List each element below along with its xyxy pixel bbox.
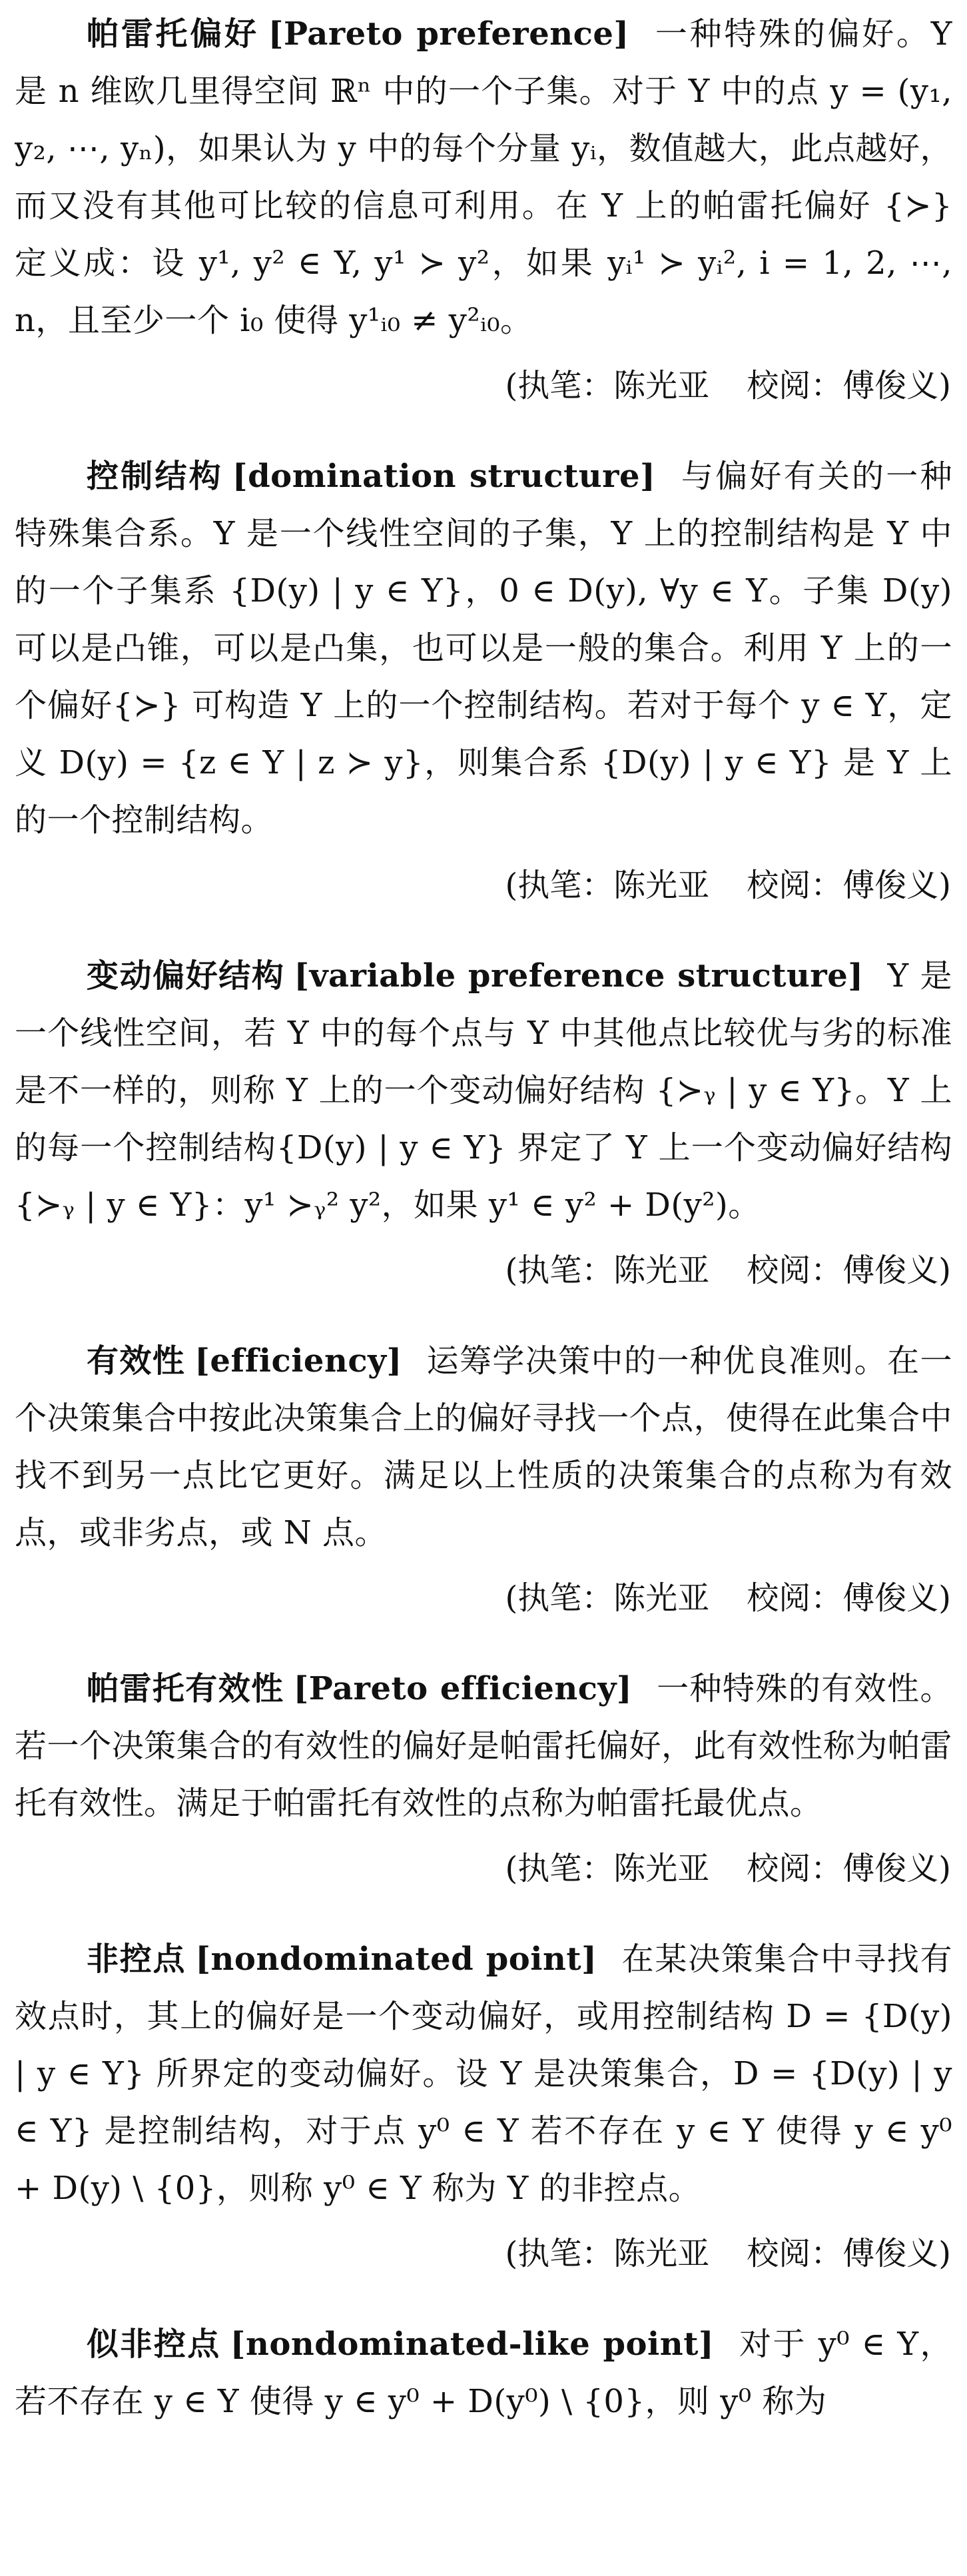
entry-body: Y 是一个线性空间，若 Y 中的每个点与 Y 中其他点比较优与劣的标准是不一样的，则称 Y 上的一个变动偏好结构 {≻ᵧ | y ∈ Y}。Y 上的每一个控制结构{D(y) | y ∈ Y} 界定了 Y 上一个变动偏好结构 {≻ᵧ | y ∈ Y}：y¹ ≻ᵧ² y²，如果 y¹ ∈ y² + D(y²)。 (15, 957, 953, 1224)
entry-credit: (执笔：陈光亚 校阅：傅俊义) (505, 2235, 951, 2272)
entry-credit: (执笔：陈光亚 校阅：傅俊义) (505, 1579, 951, 1617)
entry-term: 非控点 (87, 1940, 186, 1978)
entry-paragraph (15, 947, 952, 1234)
entry-efficiency (15, 1332, 952, 1625)
entry-credit: (执笔：陈光亚 校阅：傅俊义) (505, 367, 951, 404)
credit-writer: 执笔：陈光亚 (517, 867, 710, 904)
entry-english-term: [domination structure] (232, 458, 656, 495)
entry-term: 帕雷托偏好 (87, 15, 259, 53)
credit-writer: 执笔：陈光亚 (517, 1252, 710, 1289)
entry-english-term: [nondominated-like point] (230, 2326, 715, 2363)
entry-body: 对于 y⁰ ∈ Y，若不存在 y ∈ Y 使得 y ∈ y⁰ + D(y⁰) \ {0}，则 y⁰ 称为 (15, 2326, 952, 2420)
entry-paragraph (15, 448, 952, 849)
entry-credit: (执笔：陈光亚 校阅：傅俊义) (505, 1850, 951, 1887)
entry-nondominated-like-point (15, 2316, 952, 2430)
credit-reviewer: 校阅：傅俊义 (747, 1252, 939, 1289)
credit-reviewer: 校阅：傅俊义 (747, 2235, 939, 2272)
credit-writer: 执笔：陈光亚 (517, 2235, 710, 2272)
entry-english-term: [variable preference structure] (294, 957, 864, 995)
entry-english-term: [Pareto efficiency] (293, 1670, 633, 1707)
entry-variable-preference-structure (15, 947, 952, 1298)
credit-writer: 执笔：陈光亚 (517, 1850, 710, 1887)
entry-pareto-efficiency (15, 1660, 952, 1896)
entry-credit: (执笔：陈光亚 校阅：傅俊义) (505, 867, 951, 904)
entry-paragraph (15, 1332, 952, 1561)
entry-english-term: [nondominated point] (195, 1940, 597, 1978)
entry-body: 与偏好有关的一种特殊集合系。Y 是一个线性空间的子集，Y 上的控制结构是 Y 中的一个子集系 {D(y) | y ∈ Y}，0 ∈ D(y), ∀y ∈ Y。子集 D(y) 可以是凸锥，可以是凸集，也可以是一般的集合。利用 Y 上的一个偏好{≻} 可构造 Y 上的一个控制结构。若对于每个 y ∈ Y，定义 D(y) = {z ∈ Y | z ≻ y}，则集合系 {D(y) | y ∈ Y} 是 Y 上的一个控制结构。 (15, 458, 952, 839)
entry-body: 在某决策集合中寻找有效点时，其上的偏好是一个变动偏好，或用控制结构 D = {D(y) | y ∈ Y} 所界定的变动偏好。设 Y 是决策集合，D = {D(y) | y ∈ Y} 是控制结构，对于点 y⁰ ∈ Y 若不存在 y ∈ Y 使得 y ∈ y⁰ + D(y) \ {0}，则称 y⁰ ∈ Y 称为 Y 的非控点。 (15, 1940, 952, 2207)
entry-paragraph (15, 5, 952, 349)
credit-reviewer: 校阅：傅俊义 (747, 867, 939, 904)
credit-reviewer: 校阅：傅俊义 (747, 1850, 939, 1887)
entry-body: 一种特殊的偏好。Y 是 n 维欧几里得空间 ℝⁿ 中的一个子集。对于 Y 中的点 y = (y₁, y₂, ⋯, yₙ)，如果认为 y 中的每个分量 yᵢ，数值越大，此点越好，而又没有其他可比较的信息可利用。在 Y 上的帕雷托偏好 {≻} 定义成：设 y¹, y² ∈ Y, y¹ ≻ y²，如果 yᵢ¹ ≻ yᵢ², i = 1, 2, ⋯, n，且至少一个 i₀ 使得 y¹ᵢ₀ ≠ y²ᵢ₀。 (15, 15, 952, 339)
entry-term: 变动偏好结构 (87, 957, 285, 995)
entry-paragraph (15, 1931, 952, 2217)
credit-writer: 执笔：陈光亚 (517, 367, 710, 404)
entry-domination-structure (15, 448, 952, 913)
entry-body: 运筹学决策中的一种优良准则。在一个决策集合中按此决策集合上的偏好寻找一个点，使得在此集合中找不到另一点比它更好。满足以上性质的决策集合的点称为有效点，或非劣点，或 N 点。 (15, 1342, 952, 1551)
entry-english-term: [Pareto preference] (268, 15, 629, 53)
credit-reviewer: 校阅：傅俊义 (747, 1579, 939, 1617)
entry-nondominated-point (15, 1931, 952, 2281)
entry-paragraph (15, 1660, 952, 1832)
credit-reviewer: 校阅：傅俊义 (747, 367, 939, 404)
entry-pareto-preference (15, 5, 952, 413)
entry-english-term: [efficiency] (194, 1342, 402, 1380)
entry-paragraph (15, 2316, 952, 2430)
entry-term: 似非控点 (87, 2326, 221, 2363)
entry-term: 有效性 (87, 1342, 186, 1380)
entry-term: 控制结构 (87, 458, 223, 495)
entry-credit: (执笔：陈光亚 校阅：傅俊义) (505, 1252, 951, 1289)
entry-term: 帕雷托有效性 (87, 1670, 284, 1707)
credit-writer: 执笔：陈光亚 (517, 1579, 710, 1617)
entry-body: 一种特殊的有效性。若一个决策集合的有效性的偏好是帕雷托偏好，此有效性称为帕雷托有效性。满足于帕雷托有效性的点称为帕雷托最优点。 (15, 1670, 952, 1822)
